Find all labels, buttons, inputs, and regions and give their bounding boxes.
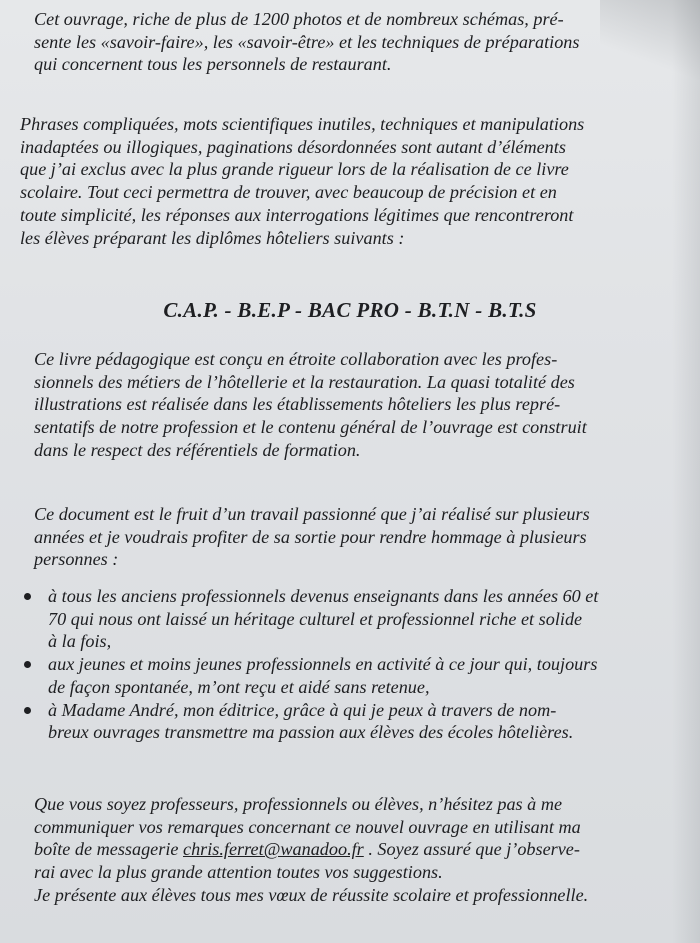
text-line: à Madame André, mon éditrice, grâce à qui je peux à travers de nom- — [48, 699, 557, 720]
diplomas-heading: C.A.P. - B.E.P - BAC PRO - B.T.N - B.T.S — [163, 298, 537, 322]
collaboration-paragraph — [34, 348, 670, 462]
bullet-icon — [24, 707, 31, 714]
bullet-icon — [24, 661, 31, 668]
text-line: personnes : — [34, 549, 119, 570]
text-fragment: boîte de messagerie — [34, 839, 183, 860]
email-link[interactable]: chris.ferret@wanadoo.fr — [183, 839, 364, 860]
exclusions-paragraph — [20, 113, 670, 249]
text-line: inadaptées ou illogiques, paginations désordonnées sont autant d’éléments — [20, 136, 566, 157]
text-line: toute simplicité, les réponses aux interrogations légitimes que rencontreront — [20, 204, 574, 225]
text-line: Phrases compliquées, mots scientifiques inutiles, techniques et manipulations — [20, 114, 585, 134]
bullet-icon — [24, 593, 31, 600]
text-line: que j’ai exclus avec la plus grande rigueur lors de la réalisation de ce livre — [20, 159, 569, 180]
text-line: 70 qui nous ont laissé un héritage culturel et professionnel riche et solide — [48, 608, 583, 629]
text-fragment: . Soyez assuré que j’observe- — [363, 839, 580, 860]
text-line: Que vous soyez professeurs, professionnels ou élèves, n’hésitez pas à me — [34, 794, 563, 814]
text-line: dans le respect des référentiels de formation. — [34, 439, 361, 460]
text-line: Ce document est le fruit d’un travail passionné que j’ai réalisé sur plusieurs — [34, 504, 590, 524]
text-line: sente les «savoir-faire», les «savoir-être» et les techniques de préparations — [34, 31, 580, 52]
intro-paragraph — [34, 8, 670, 76]
text-line: breux ouvrages transmettre ma passion aux élèves des écoles hôtelières. — [48, 722, 574, 743]
list-item — [14, 653, 674, 698]
text-line: communiquer vos remarques concernant ce nouvel ouvrage en utilisant ma — [34, 816, 581, 837]
text-line: Ce livre pédagogique est conçu en étroite collaboration avec les profes- — [34, 349, 558, 369]
text-line: scolaire. Tout ceci permettra de trouver, avec beaucoup de précision et en — [20, 182, 557, 203]
text-line: Je présente aux élèves tous mes vœux de réussite scolaire et professionnelle. — [34, 884, 589, 905]
text-line: qui concernent tous les personnels de restaurant. — [34, 54, 392, 75]
text-line: à la fois, — [48, 631, 112, 652]
text-line: à tous les anciens professionnels devenus enseignants dans les années 60 et — [48, 586, 599, 606]
closing-paragraph — [34, 793, 674, 907]
text-line: Cet ouvrage, riche de plus de 1200 photos et de nombreux schémas, pré- — [34, 9, 564, 29]
text-line: de façon spontanée, m’ont reçu et aidé sans retenue, — [48, 676, 430, 697]
list-item — [14, 699, 674, 744]
list-item — [14, 585, 674, 653]
text-line: illustrations est réalisée dans les établissements hôteliers les plus repré- — [34, 394, 561, 415]
text-line: aux jeunes et moins jeunes professionnels en activité à ce jour qui, toujours — [48, 654, 598, 675]
text-line: les élèves préparant les diplômes hôteliers suivants : — [20, 227, 405, 248]
tribute-paragraph — [34, 503, 670, 571]
text-line: sentatifs de notre profession et le contenu général de l’ouvrage est construit — [34, 417, 587, 438]
text-line: sionnels des métiers de l’hôtellerie et la restauration. La quasi totalité des — [34, 371, 575, 392]
text-line: rai avec la plus grande attention toutes vos suggestions. — [34, 862, 443, 883]
text-line — [34, 838, 674, 861]
text-line: années et je voudrais profiter de sa sortie pour rendre hommage à plusieurs — [34, 526, 587, 547]
tribute-list — [14, 585, 674, 744]
